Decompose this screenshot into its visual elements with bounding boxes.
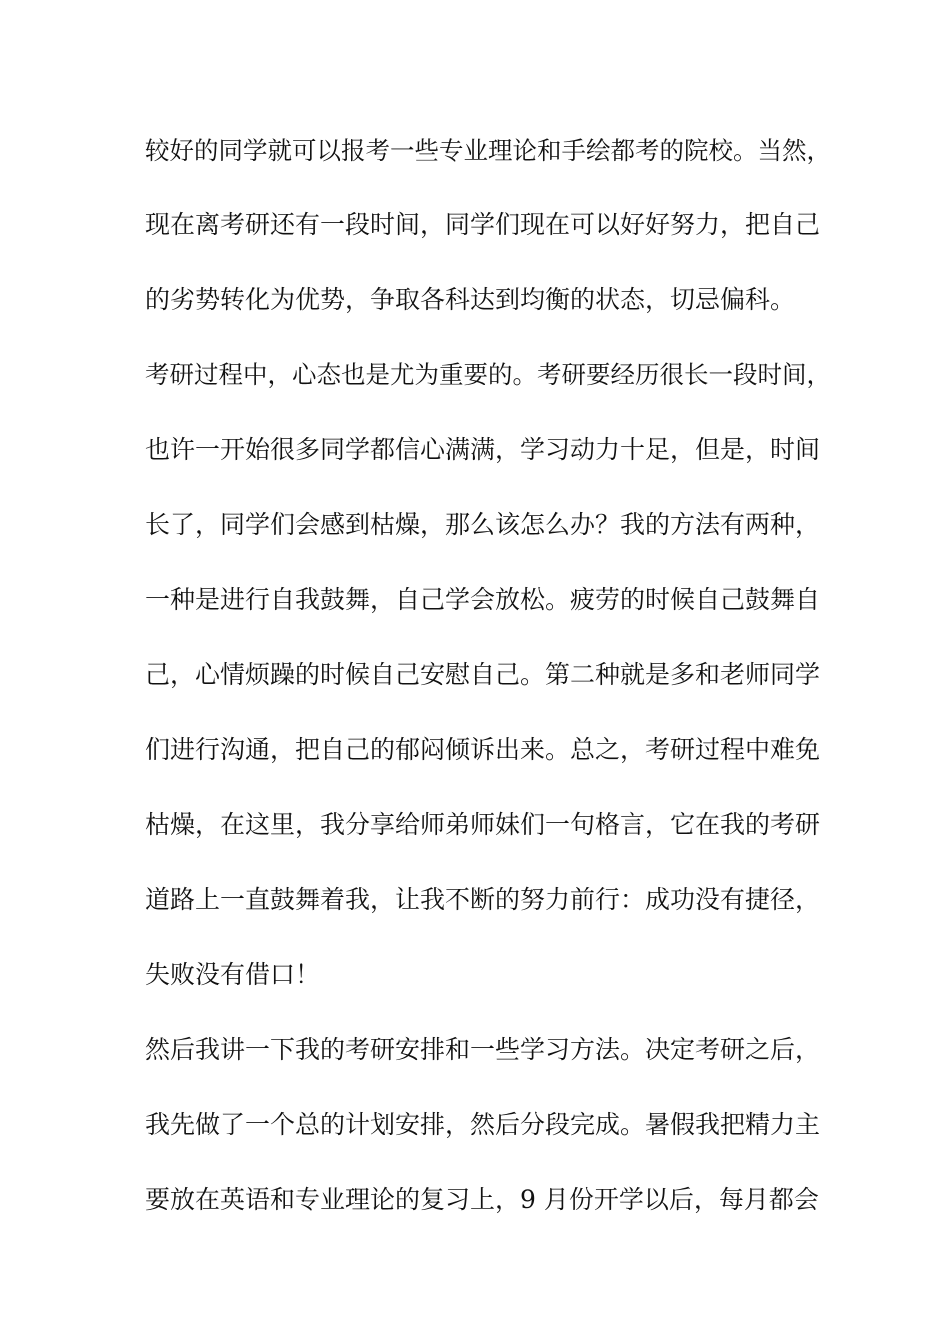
text-line: 较好的同学就可以报考一些专业理论和手绘都考的院校。当然， <box>145 136 831 165</box>
text-line: 我先做了一个总的计划安排，然后分段完成。暑假我把精力主 <box>145 1110 821 1139</box>
text-line: 然后我讲一下我的考研安排和一些学习方法。决定考研之后， <box>145 1035 821 1064</box>
text-line: 的劣势转化为优势，争取各科达到均衡的状态，切忌偏科。 <box>145 285 796 314</box>
text-line: 也许一开始很多同学都信心满满，学习动力十足，但是，时间 <box>145 435 821 464</box>
text-line: 道路上一直鼓舞着我，让我不断的努力前行：成功没有捷径， <box>145 885 821 914</box>
text-line: 枯燥，在这里，我分享给师弟师妹们一句格言，它在我的考研 <box>145 810 821 839</box>
text-line: 失败没有借口！ <box>145 960 321 989</box>
text-line: 们进行沟通，把自己的郁闷倾诉出来。总之，考研过程中难免 <box>145 735 821 764</box>
text-line: 考研过程中，心态也是尤为重要的。考研要经历很长一段时间， <box>145 360 831 389</box>
text-line: 要放在英语和专业理论的复习上，9 月份开学以后，每月都会 <box>145 1185 819 1214</box>
text-line: 长了，同学们会感到枯燥，那么该怎么办？我的方法有两种， <box>145 510 821 539</box>
text-line: 现在离考研还有一段时间，同学们现在可以好好努力，把自己 <box>145 210 821 239</box>
text-line: 一种是进行自我鼓舞，自己学会放松。疲劳的时候自己鼓舞自 <box>145 585 821 614</box>
text-line: 己，心情烦躁的时候自己安慰自己。第二种就是多和老师同学 <box>145 660 821 689</box>
